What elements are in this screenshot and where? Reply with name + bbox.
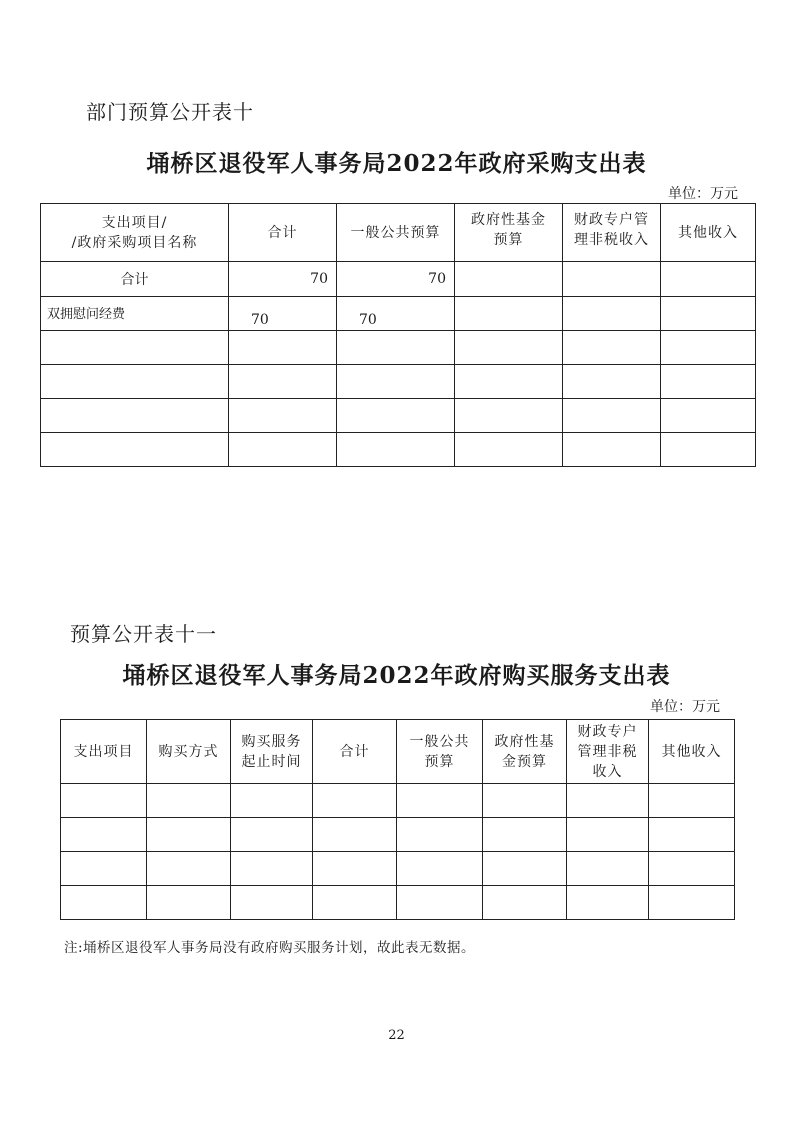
row-item-fund: [455, 297, 563, 331]
section1-label: 部门预算公开表十: [86, 100, 254, 124]
table-row: [41, 262, 756, 297]
table-row-empty: [41, 365, 756, 399]
row-total-name: 合计: [41, 262, 229, 297]
header-gov-fund: 政府性基 金预算: [483, 720, 567, 784]
row-item-other: [661, 297, 756, 331]
row-total-special: [563, 262, 661, 297]
header-purchase-method: 购买方式: [147, 720, 231, 784]
header-total: 合计: [229, 204, 337, 262]
page-number: 22: [388, 1028, 405, 1043]
section1-unit: 单位：万元: [668, 186, 738, 202]
section2-note: 注:埇桥区退役军人事务局没有政府购买服务计划，故此表无数据。: [64, 940, 476, 956]
table-header-row: [61, 720, 735, 784]
row-item-general: 70: [337, 297, 455, 331]
row-total-fund: [455, 262, 563, 297]
row-item-special: [563, 297, 661, 331]
section2-title: 埇桥区退役军人事务局2022年政府购买服务支出表: [122, 662, 671, 689]
header-special-account: 财政专户 管理非税 收入: [567, 720, 649, 784]
header-expense-item: 支出项目: [61, 720, 147, 784]
table-row-empty: [61, 784, 735, 818]
row-total-other: [661, 262, 756, 297]
row-item-name: 双拥慰问经费: [41, 297, 229, 331]
table-row-empty: [41, 331, 756, 365]
header-gov-fund: 政府性基金 预算: [455, 204, 563, 262]
section1-title: 埇桥区退役军人事务局2022年政府采购支出表: [146, 150, 647, 177]
header-general-budget: 一般公共预算: [337, 204, 455, 262]
table-row-empty: [61, 818, 735, 852]
table-row-empty: [41, 399, 756, 433]
row-total-total: 70: [229, 262, 337, 297]
row-total-general: 70: [337, 262, 455, 297]
service-purchase-table: [60, 719, 735, 920]
header-total: 合计: [313, 720, 397, 784]
header-special-account: 财政专户管 理非税收入: [563, 204, 661, 262]
procurement-table: [40, 203, 756, 467]
header-service-period: 购买服务 起止时间: [231, 720, 313, 784]
row-item-total: 70: [229, 297, 337, 331]
header-expense-item: 支出项目/ /政府采购项目名称: [41, 204, 229, 262]
table-row-empty: [61, 886, 735, 920]
header-general-budget: 一般公共 预算: [397, 720, 483, 784]
header-other-income: 其他收入: [661, 204, 756, 262]
table-row-empty: [41, 433, 756, 467]
header-other-income: 其他收入: [649, 720, 735, 784]
table-row: [41, 297, 756, 331]
table-row-empty: [61, 852, 735, 886]
section2-unit: 单位：万元: [650, 699, 720, 715]
table-header-row: [41, 204, 756, 262]
section2-label: 预算公开表十一: [70, 622, 217, 646]
